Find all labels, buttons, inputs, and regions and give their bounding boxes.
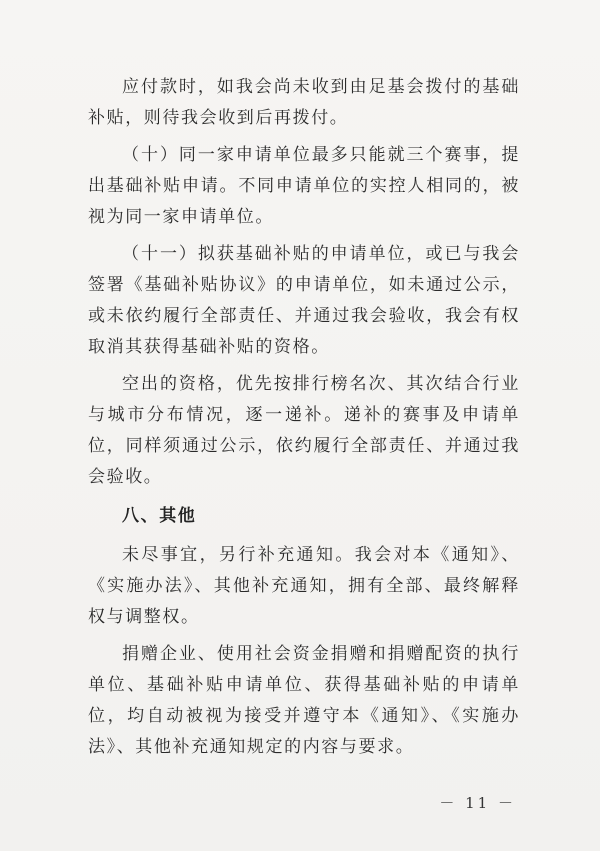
paragraph-acceptance: 捐赠企业、使用社会资金捐赠和捐赠配资的执行单位、基础补贴申请单位、获得基础补贴的申请单位，均自动被视为接受并遵守本《通知》、《实施办法》、其他补充通知规定的内容与要求。 xyxy=(88,644,520,757)
paragraph-payment-timing: 应付款时，如我会尚未收到由足基会拨付的基础补贴，则待我会收到后再拨付。 xyxy=(88,77,520,128)
paragraph-vacancy-filling: 空出的资格，优先按排行榜名次、其次结合行业与城市分布情况，逐一递补。递补的赛事及申请单位，同样须通过公示，依约履行全部责任、并通过我会验收。 xyxy=(88,374,520,487)
section-heading-other: 八、其他 xyxy=(122,506,197,526)
paragraph-interpretation-rights: 未尽事宜，另行补充通知。我会对本《通知》、《实施办法》、其他补充通知，拥有全部、最终解释权与调整权。 xyxy=(88,545,520,627)
page-number: － 11 － xyxy=(439,794,516,812)
document-body xyxy=(88,72,520,763)
paragraph-item-10: （十）同一家申请单位最多只能就三个赛事，提出基础补贴申请。不同申请单位的实控人相同的，被视为同一家申请单位。 xyxy=(88,145,520,227)
paragraph-item-11: （十一）拟获基础补贴的申请单位，或已与我会签署《基础补贴协议》的申请单位，如未通过公示，或未依约履行全部责任、并通过我会验收，我会有权取消其获得基础补贴的资格。 xyxy=(88,244,520,357)
